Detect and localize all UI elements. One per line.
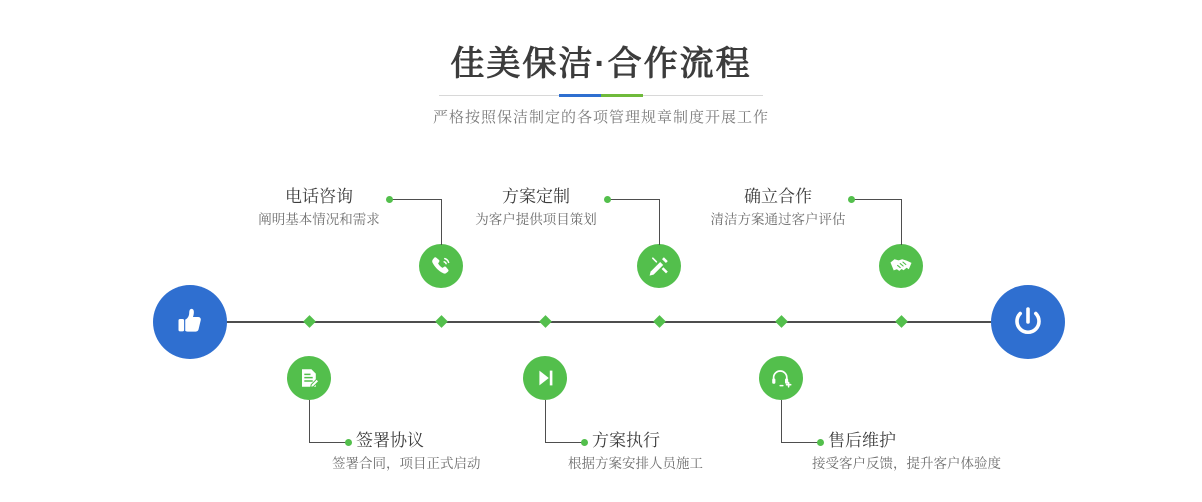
step-label-6 [812, 430, 1001, 474]
page-subtitle: 严格按照保洁制定的各项管理规章制度开展工作 [432, 109, 769, 126]
step-desc-3: 为客户提供项目策划 [475, 212, 597, 227]
step-connector-2-vertical [309, 400, 310, 442]
step-desc-1: 阐明基本情况和需求 [258, 212, 380, 227]
step-title-1: 电话咨询 [285, 187, 353, 206]
step-connector-1-horizontal [390, 199, 442, 200]
step-connector-dot-6 [817, 439, 824, 446]
step-connector-dot-2 [345, 439, 352, 446]
divider-accent-blue [559, 94, 601, 97]
step-node-1 [419, 244, 463, 288]
step-connector-5-horizontal [852, 199, 902, 200]
step-title-6: 售后维护 [828, 431, 896, 450]
step-connector-1-vertical [441, 199, 442, 245]
step-label-4 [568, 430, 703, 474]
step-label-2 [332, 430, 481, 474]
handshake-icon [888, 253, 914, 279]
phone-call-icon [429, 254, 453, 278]
step-connector-2-horizontal [309, 442, 349, 443]
step-connector-dot-3 [604, 196, 611, 203]
step-node-3 [637, 244, 681, 288]
step-connector-4-horizontal [545, 442, 585, 443]
step-connector-dot-1 [386, 196, 393, 203]
step-connector-5-vertical [901, 199, 902, 245]
step-connector-dot-5 [848, 196, 855, 203]
step-title-2: 签署协议 [356, 431, 424, 450]
step-node-2 [287, 356, 331, 400]
step-desc-2: 签署合同，项目正式启动 [332, 456, 481, 471]
title-divider [0, 93, 1202, 97]
step-title-5: 确立合作 [744, 187, 812, 206]
headset-support-icon [769, 366, 793, 390]
axis-marker [435, 315, 448, 328]
step-connector-4-vertical [545, 400, 546, 442]
divider-line-left [439, 95, 559, 96]
step-label-5 [710, 186, 846, 230]
step-desc-5: 清洁方案通过客户评估 [710, 212, 846, 227]
pencil-ruler-icon [647, 254, 671, 278]
page-title: 佳美保洁·合作流程 [450, 45, 752, 83]
document-edit-icon [297, 366, 321, 390]
step-node-6 [759, 356, 803, 400]
step-connector-dot-4 [581, 439, 588, 446]
step-label-1 [254, 186, 384, 230]
step-connector-3-vertical [659, 199, 660, 245]
step-label-3 [470, 186, 602, 230]
step-node-5 [879, 244, 923, 288]
step-connector-6-vertical [781, 400, 782, 442]
axis-marker [775, 315, 788, 328]
axis-marker [539, 315, 552, 328]
axis-marker [303, 315, 316, 328]
step-title-4: 方案执行 [592, 431, 660, 450]
step-title-3: 方案定制 [502, 187, 570, 206]
step-connector-6-horizontal [781, 442, 821, 443]
timeline-start-node [153, 285, 227, 359]
timeline-end-node [991, 285, 1065, 359]
step-connector-3-horizontal [608, 199, 660, 200]
step-node-4 [523, 356, 567, 400]
thumbs-up-icon [172, 304, 208, 340]
divider-line-right [643, 95, 763, 96]
play-forward-icon [533, 366, 557, 390]
axis-marker [653, 315, 666, 328]
step-desc-4: 根据方案安排人员施工 [568, 456, 703, 471]
step-desc-6: 接受客户反馈，提升客户体验度 [812, 456, 1001, 471]
divider-accent-green [601, 94, 643, 97]
power-icon [1008, 302, 1048, 342]
axis-marker [895, 315, 908, 328]
